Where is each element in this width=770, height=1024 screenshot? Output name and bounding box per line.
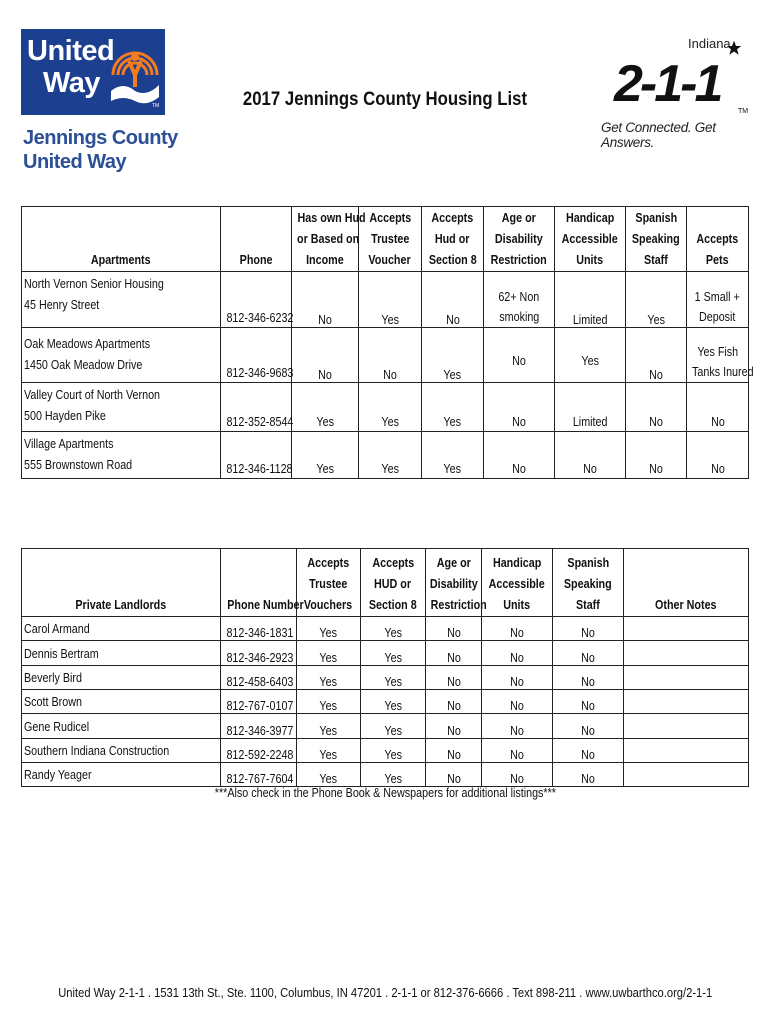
landlord-age: No <box>426 739 482 763</box>
col-handicap: Handicap Accessible Units <box>555 207 626 272</box>
landlord-section8: Yes <box>361 690 426 714</box>
jennings-county-united-way-label <box>23 126 178 174</box>
col-age: Age or Disability Restriction <box>484 207 555 272</box>
apartment-spanish: Yes <box>626 272 687 328</box>
table-row <box>22 739 749 763</box>
star-icon <box>726 40 742 56</box>
landlord-handicap: No <box>482 763 553 787</box>
apartment-trustee: Yes <box>359 272 422 328</box>
apartment-handicap: No <box>555 432 626 479</box>
landlord-phone: 812-458-6403 <box>221 666 297 690</box>
table-row <box>22 666 749 690</box>
apartments-header-row <box>22 207 749 272</box>
col-section8: Accepts Hud or Section 8 <box>422 207 484 272</box>
landlord-spanish: No <box>553 666 624 690</box>
col-trustee: Accepts Trustee Voucher <box>359 207 422 272</box>
logo-211-tm: TM <box>738 108 749 115</box>
table-row <box>22 328 749 383</box>
landlord-age: No <box>426 617 482 641</box>
landlord-name: Beverly Bird <box>22 666 221 690</box>
landlord-notes <box>624 666 749 690</box>
apartment-hud: No <box>292 328 359 383</box>
landlord-notes <box>624 617 749 641</box>
logo-211-number: 2-1-1 <box>614 55 721 113</box>
col-phone-number: Phone Number <box>221 549 297 617</box>
landlord-trustee: Yes <box>297 714 361 739</box>
landlord-name: Gene Rudicel <box>22 714 221 739</box>
logo-211-tagline: Get Connected. Get Answers. <box>601 120 716 150</box>
apartment-spanish: No <box>626 432 687 479</box>
apartments-table <box>21 206 754 479</box>
apartment-age: No <box>484 383 555 432</box>
apartment-pets: No <box>687 383 749 432</box>
col-other-notes: Other Notes <box>624 549 749 617</box>
col-private-landlords: Private Landlords <box>22 549 221 617</box>
apartment-handicap: Limited <box>555 383 626 432</box>
landlord-handicap: No <box>482 641 553 666</box>
footer-contact: United Way 2-1-1 . 1531 13th St., Ste. 1100, Columbus, IN 47201 . 2-1-1 or 812-376-6666 . Text 898-211 . www.uwbarthco.org/2-1-1 <box>57 985 712 1000</box>
logo-word-united: United <box>27 35 115 67</box>
landlord-handicap: No <box>482 690 553 714</box>
landlord-trustee: Yes <box>297 690 361 714</box>
apartment-spanish: No <box>626 383 687 432</box>
apartment-pets: No <box>687 432 749 479</box>
landlord-name: Scott Brown <box>22 690 221 714</box>
apartment-pets: Yes Fish Tanks Inured <box>687 328 749 383</box>
apartment-age: No <box>484 432 555 479</box>
landlord-trustee: Yes <box>297 617 361 641</box>
col-age-disability: Age or Disability Restriction <box>426 549 482 617</box>
apartment-age: 62+ Non smoking <box>484 272 555 328</box>
landlord-handicap: No <box>482 714 553 739</box>
landlord-notes <box>624 641 749 666</box>
apartment-name: Oak Meadows Apartments 1450 Oak Meadow Drive <box>22 328 221 383</box>
landlord-handicap: No <box>482 617 553 641</box>
col-pets: Accepts Pets <box>687 207 749 272</box>
landlord-trustee: Yes <box>297 763 361 787</box>
apartment-hud: Yes <box>292 383 359 432</box>
landlord-age: No <box>426 641 482 666</box>
landlord-phone: 812-346-1831 <box>221 617 297 641</box>
table-row <box>22 383 749 432</box>
apartment-section8: Yes <box>422 432 484 479</box>
landlord-spanish: No <box>553 641 624 666</box>
landlord-notes <box>624 739 749 763</box>
landlord-spanish: No <box>553 763 624 787</box>
apartment-pets: 1 Small + Deposit <box>687 272 749 328</box>
subtitle-line-2: United Way <box>23 151 127 173</box>
col-spanish-staff: Spanish Speaking Staff <box>553 549 624 617</box>
apartment-spanish: No <box>626 328 687 383</box>
landlord-trustee: Yes <box>297 739 361 763</box>
landlord-section8: Yes <box>361 641 426 666</box>
apartment-trustee: Yes <box>359 383 422 432</box>
apartment-phone: 812-346-9683 <box>221 328 292 383</box>
landlord-name: Randy Yeager <box>22 763 221 787</box>
apartment-name: Village Apartments 555 Brownstown Road <box>22 432 221 479</box>
landlord-age: No <box>426 690 482 714</box>
col-apartments: Apartments <box>22 207 221 272</box>
table-row <box>22 272 749 328</box>
table-row <box>22 432 749 479</box>
apartment-name: North Vernon Senior Housing 45 Henry Street <box>22 272 221 328</box>
table-row <box>22 714 749 739</box>
landlord-phone: 812-346-2923 <box>221 641 297 666</box>
landlord-name: Carol Armand <box>22 617 221 641</box>
apartment-trustee: Yes <box>359 432 422 479</box>
apartment-handicap: Limited <box>555 272 626 328</box>
col-spanish: Spanish Speaking Staff <box>626 207 687 272</box>
col-hud-income: Has own Hud or Based on Income <box>292 207 359 272</box>
apartment-phone: 812-346-1128 <box>221 432 292 479</box>
apartment-name: Valley Court of North Vernon 500 Hayden Pike <box>22 383 221 432</box>
indiana-label: Indiana <box>688 36 731 51</box>
col-trustee-vouchers: Accepts Trustee Vouchers <box>297 549 361 617</box>
apartment-section8: No <box>422 272 484 328</box>
landlord-phone: 812-767-0107 <box>221 690 297 714</box>
landlord-notes <box>624 690 749 714</box>
apartment-hud: No <box>292 272 359 328</box>
apartment-hud: Yes <box>292 432 359 479</box>
table-row <box>22 690 749 714</box>
landlord-spanish: No <box>553 617 624 641</box>
landlord-notes <box>624 714 749 739</box>
landlord-age: No <box>426 714 482 739</box>
landlord-phone: 812-346-3977 <box>221 714 297 739</box>
additional-listings-note: ***Also check in the Phone Book & Newspapers for additional listings*** <box>214 786 556 800</box>
apartment-section8: Yes <box>422 383 484 432</box>
landlord-trustee: Yes <box>297 641 361 666</box>
landlord-section8: Yes <box>361 714 426 739</box>
landlord-phone: 812-592-2248 <box>221 739 297 763</box>
col-hud-section8: Accepts HUD or Section 8 <box>361 549 426 617</box>
landlord-phone: 812-767-7604 <box>221 763 297 787</box>
landlord-age: No <box>426 666 482 690</box>
apartment-phone: 812-346-6232 <box>221 272 292 328</box>
apartment-section8: Yes <box>422 328 484 383</box>
landlord-section8: Yes <box>361 739 426 763</box>
apartment-phone: 812-352-8544 <box>221 383 292 432</box>
table-row <box>22 641 749 666</box>
col-handicap-units: Handicap Accessible Units <box>482 549 553 617</box>
landlord-spanish: No <box>553 739 624 763</box>
apartment-age: No <box>484 328 555 383</box>
table-row <box>22 763 749 787</box>
landlord-age: No <box>426 763 482 787</box>
col-phone: Phone <box>221 207 292 272</box>
landlords-header-row <box>22 549 749 617</box>
logo-word-way: Way <box>43 67 101 99</box>
apartment-handicap: Yes <box>555 328 626 383</box>
landlord-spanish: No <box>553 714 624 739</box>
page-title: 2017 Jennings County Housing List <box>242 88 528 110</box>
logo-tm: TM <box>152 103 160 109</box>
landlords-table <box>21 548 749 787</box>
landlord-spanish: No <box>553 690 624 714</box>
apartment-trustee: No <box>359 328 422 383</box>
landlord-notes <box>624 763 749 787</box>
table-row <box>22 617 749 641</box>
landlord-name: Southern Indiana Construction <box>22 739 221 763</box>
landlord-trustee: Yes <box>297 666 361 690</box>
landlord-section8: Yes <box>361 666 426 690</box>
landlord-handicap: No <box>482 666 553 690</box>
landlord-name: Dennis Bertram <box>22 641 221 666</box>
landlord-handicap: No <box>482 739 553 763</box>
subtitle-line-1: Jennings County <box>23 127 178 149</box>
landlord-section8: Yes <box>361 763 426 787</box>
landlord-section8: Yes <box>361 617 426 641</box>
